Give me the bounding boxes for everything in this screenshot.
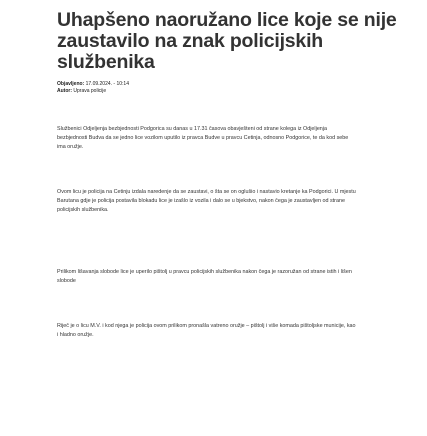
article-paragraph: Riječ je o licu M.V. i kod njega je policija ovom prilikom pronašla vatreno oružje – pištolj i više komada pištoljske municije, kao i hladno oružje. bbox=[57, 323, 356, 339]
article-title: Uhapšeno naoružano lice koje se nije zaustavilo na znak policijskih službenika bbox=[57, 9, 397, 73]
article-paragraph: Službenici Odjeljenja bezbjednosti Podgorica su danas u 17.31 časova obavješteni od strane kolega iz Odjeljenja bezbjednosti Budva da se jedno lice vozilom uputilo iz pravca Budve u pravcu Cetinja, odnosno Podgorice, te da kod sebe ima oružje. bbox=[57, 126, 349, 151]
article-paragraph: Ovom licu je policija na Cetinju izdala naredenje da se zaustavi, o šta se on oglušio i nastavio kretanje ka Podgorici. U mjestu Barutana gdje je policija postavila blokadu lice je izašlo iz vozila i dalo se u bjekstvo, nakon čega je zaustavljen od strane policijskih službenika. bbox=[57, 189, 356, 214]
article-paragraph: Prilikom lišavanja slobode lice je uperilo pištolj u pravcu policijskih službenika nakon čega je razoružan od strane istih i lišen slobode bbox=[57, 269, 352, 285]
author-row bbox=[57, 88, 407, 95]
author-value: Uprava policije bbox=[73, 88, 107, 94]
published-label: Objavljeno: bbox=[57, 81, 85, 87]
author-label: Autor: bbox=[57, 88, 72, 94]
article-meta bbox=[57, 81, 407, 95]
published-row bbox=[57, 81, 407, 88]
published-value: 17.09.2024. - 10:14 bbox=[85, 81, 129, 87]
